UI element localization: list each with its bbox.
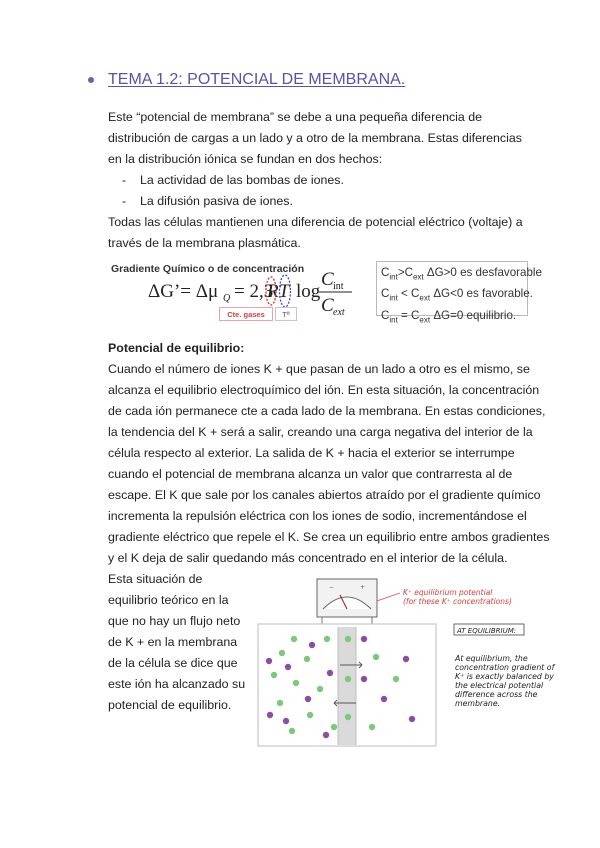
potassium-marker <box>381 696 387 702</box>
formula-log: log <box>296 281 321 302</box>
fact-item <box>108 191 548 212</box>
section-heading: Potencial de equilibrio: <box>108 341 245 355</box>
intro-line: en la distribución iónica se fundan en dos hechos: <box>108 152 383 166</box>
potassium-marker <box>309 642 315 648</box>
potassium-marker <box>267 712 273 718</box>
anion-marker <box>279 650 285 656</box>
voltmeter-plus: + <box>360 584 366 591</box>
equilibrium-line: alcanza el equilibrio electroquímico del ión. En esta situación, la concentración <box>108 383 540 397</box>
temperature-caption: Tª <box>275 307 297 321</box>
anion-marker <box>345 676 351 682</box>
equilibrium-line: escape. El K que sale por los canales abiertos atraído por el gradiente químico <box>108 488 541 502</box>
membrane <box>338 627 356 745</box>
equilibrium-line: Cuando el número de iones K + que pasan de un lado a otro es el mismo, se <box>108 362 530 376</box>
annotation-side: At equilibrium, the <box>455 654 528 663</box>
anion-marker <box>393 676 399 682</box>
formula-den-sub: ext <box>333 307 345 318</box>
fact-text: La difusión pasiva de iones. <box>140 194 293 208</box>
anion-marker <box>289 728 295 734</box>
equilibrium-line: cuando el potencial de membrana alcanza un valor que contrarresta al de <box>108 467 513 481</box>
annotation-top: K⁺ equilibrium potential <box>403 588 493 597</box>
fact-item <box>108 170 548 191</box>
annotation-side: K⁺ is exactly balanced by <box>455 672 554 681</box>
equilibrium-line: incrementa la repulsión eléctrica con los iones de sodio, incrementándose el <box>108 509 527 523</box>
side-line: de la célula se dice que <box>108 656 238 670</box>
formula-num-sub: int <box>333 281 344 292</box>
anion-marker <box>345 636 351 642</box>
bullet-icon <box>88 77 94 83</box>
constant-caption: Cte. gases <box>219 307 273 321</box>
dash-icon: - <box>122 194 127 208</box>
side-line: Esta situación de <box>108 572 203 586</box>
potassium-marker <box>409 716 415 722</box>
annotation-top: (for these K⁺ concentrations) <box>403 597 512 606</box>
legend-row: $C_{int}>C_{ext}$ ΔG>0 es desfavorable <box>381 266 542 282</box>
anion-marker <box>331 724 337 730</box>
potassium-marker <box>305 696 311 702</box>
heading-row <box>88 71 488 93</box>
equilibrium-line: la tendencia del K + será a salir, creando una carga negativa del interior de la <box>108 425 533 439</box>
intro-paragraph <box>108 107 548 212</box>
anion-marker <box>345 714 351 720</box>
statement-line: Todas las células mantienen una diferencia de potencial eléctrico (voltaje) a <box>108 215 523 229</box>
anion-marker <box>373 654 379 660</box>
potassium-marker <box>361 676 367 682</box>
formula-mid: = 2,3 <box>234 281 274 302</box>
potassium-marker <box>266 658 272 664</box>
intro-line: distribución de cargas a un lado y a otro de la membrana. Estas diferencias <box>108 131 522 145</box>
side-line: este ión ha alcanzado su <box>108 677 246 691</box>
legend-row: $C_{int} < C_{ext}$ ΔG<0 es favorable. <box>381 287 533 303</box>
annotation-side: difference across the <box>455 690 538 699</box>
dash-icon: - <box>122 173 127 187</box>
potassium-marker <box>327 670 333 676</box>
intro-line: Este “potencial de membrana” se debe a una pequeña diferencia de <box>108 110 483 124</box>
anion-marker <box>317 686 323 692</box>
legend-row: $C_{int} = C_{ext}$ ΔG=0 equilibrio. <box>381 308 517 324</box>
formula-lhs-sub: Q <box>223 293 231 304</box>
statement-line: través de la membrana plasmática. <box>108 236 301 250</box>
formula-label: Gradiente Químico o de concentración <box>111 263 305 275</box>
equilibrium-line: y el K deja de salir quedando más concentrado en el interior de la célula. <box>108 551 508 565</box>
fact-text: La actividad de las bombas de iones. <box>140 173 344 187</box>
side-line: que no hay un flujo neto <box>108 614 241 628</box>
potassium-marker <box>285 664 291 670</box>
side-line: de K + en la membrana <box>108 635 238 649</box>
formula-rt: RT <box>267 281 290 302</box>
anion-marker <box>291 636 297 642</box>
potassium-marker <box>361 636 367 642</box>
gibbs-legend <box>376 261 542 324</box>
annotation-pointer <box>377 593 400 601</box>
formula-lhs: ΔG’= Δμ <box>148 281 219 302</box>
potassium-marker <box>403 656 409 662</box>
equilibrium-tag-text: AT EQUILIBRIUM: <box>457 627 517 635</box>
anion-marker <box>271 672 277 678</box>
anion-marker <box>369 724 375 730</box>
page-title: TEMA 1.2: POTENCIAL DE MEMBRANA. <box>108 71 406 88</box>
formula-num: C <box>321 269 334 290</box>
side-line: equilibrio teórico en la <box>108 593 229 607</box>
annotation-side: the electrical potential <box>455 681 544 690</box>
equilibrium-line: célula respecto al exterior. La salida de K + hacia el exterior se interrumpe <box>108 446 515 460</box>
anion-marker <box>324 636 330 642</box>
anion-marker <box>277 700 283 706</box>
potassium-marker <box>323 732 329 738</box>
side-line: potencial de equilibrio. <box>108 698 232 712</box>
anion-marker <box>293 680 299 686</box>
equilibrium-line: gradiente eléctrico que repele el K. Se crea un equilibrio entre ambos gradientes <box>108 530 550 544</box>
potassium-marker <box>283 718 289 724</box>
formula-den: C <box>321 295 334 316</box>
anion-marker <box>307 712 313 718</box>
equilibrium-line: de cada ión permanece cte a cada lado de la membrana. En estas condiciones, <box>108 404 546 418</box>
statement-paragraph <box>108 212 548 254</box>
membrane-diagram <box>250 575 595 750</box>
voltmeter-minus: − <box>329 584 335 591</box>
anion-marker <box>304 656 310 662</box>
annotation-side: membrane. <box>455 699 501 708</box>
equilibrium-section <box>108 338 548 569</box>
annotation-side: concentration gradient of <box>455 663 555 672</box>
